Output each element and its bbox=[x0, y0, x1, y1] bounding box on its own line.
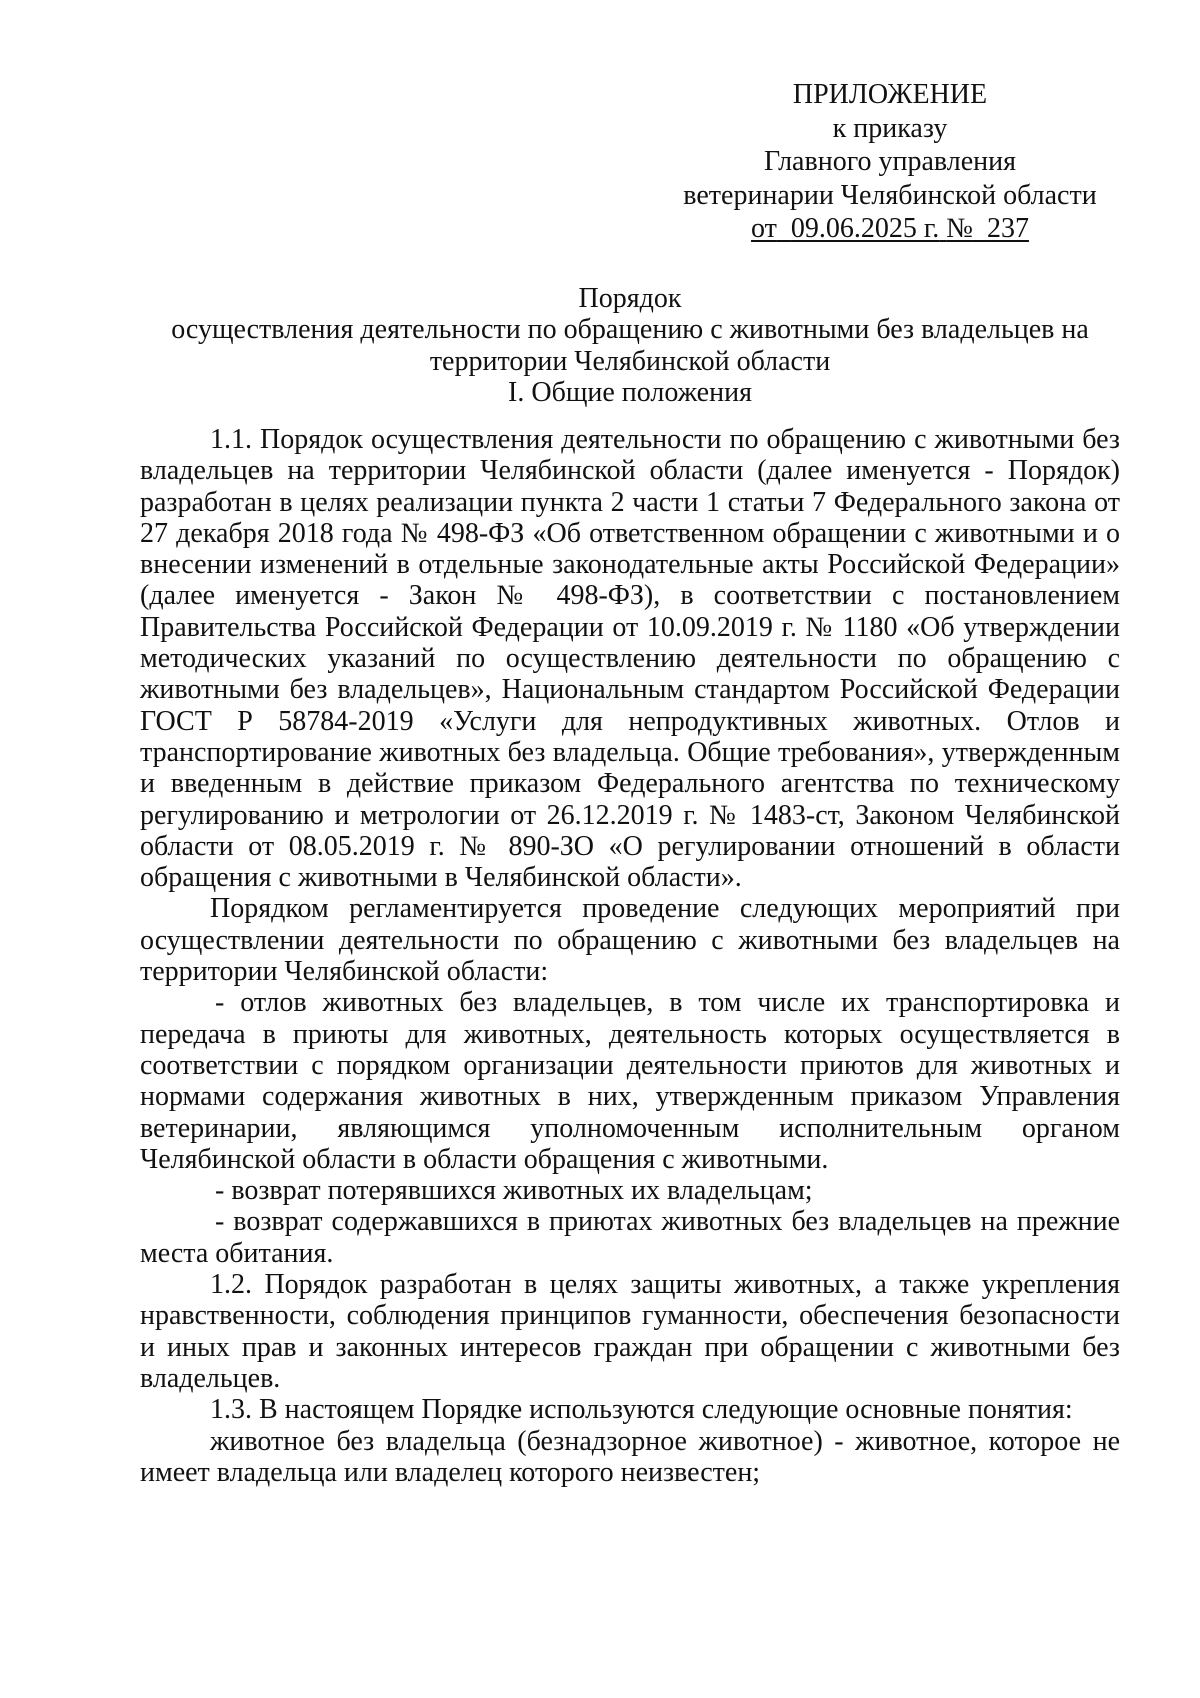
order-number-sign: № bbox=[946, 213, 973, 244]
paragraph-activities-intro: Порядком регламентируется проведение следующих мероприятий при осуществлении деятельности по обращению с животными без владельцев на территории Челябинской области: bbox=[140, 893, 1120, 988]
order-date: 09.06.2025 г. bbox=[790, 213, 940, 244]
appendix-order-number-line bbox=[640, 212, 1140, 246]
list-item-return-habitat: - возврат содержавшихся в приютах животных без владельцев на прежние места обитания. bbox=[140, 1206, 1120, 1269]
appendix-authority: Главного управления bbox=[764, 146, 1016, 177]
appendix-heading: ПРИЛОЖЕНИЕ bbox=[792, 79, 988, 110]
appendix-order-ref: к приказу bbox=[832, 112, 948, 144]
title-line-2: осуществления деятельности по обращению с животными без владельцев на bbox=[171, 314, 1089, 346]
paragraph-1-3: 1.3. В настоящем Порядке используются следующие основные понятия: bbox=[210, 1394, 1073, 1426]
section-heading: I. Общие положения bbox=[508, 376, 752, 408]
order-number: 237 bbox=[986, 213, 1029, 244]
title-line-3: территории Челябинской области bbox=[429, 345, 831, 377]
appendix-authority-region: ветеринарии Челябинской области bbox=[683, 179, 1097, 211]
appendix-header bbox=[640, 78, 1140, 246]
document-body bbox=[140, 424, 1120, 1488]
definition-stray-animal: животное без владельца (безнадзорное животное) - животное, которое не имеет владельца или владелец которого неизвестен; bbox=[140, 1425, 1120, 1488]
order-date-prefix: от bbox=[751, 213, 777, 244]
document-title bbox=[140, 283, 1120, 408]
list-item-return-owners: - возврат потерявшихся животных их владельцам; bbox=[215, 1175, 813, 1207]
paragraph-1-1: 1.1. Порядок осуществления деятельности по обращению с животными без владельцев на территории Челябинской области (далее именуется - Порядок) разработан в целях реализации пункта 2 части 1 статьи 7 Федерального закона от 27 декабря 2018 года № 498-ФЗ «Об ответственном обращении с животными и о внесении изменений в отдельные законодательные акты Российской Федерации» (далее именуется - Закон № 498-ФЗ), в соответствии с постановлением Правительства Российской Федерации от 10.09.2019 г. № 1180 «Об утверждении методических указаний по осуществлению деятельности по обращению с животными без владельцев», Национальным стандартом Российской Федерации ГОСТ Р 58784-2019 «Услуги для непродуктивных животных. Отлов и транспортирование животных без владельца. Общие требования», утвержденным и введенным в действие приказом Федерального агентства по техническому регулированию и метрологии от 26.12.2019 г. № 1483-ст, Законом Челябинской области от 08.05.2019 г. № 890-ЗО «О регулировании отношений в области обращения с животными в Челябинской области». bbox=[140, 424, 1120, 894]
list-item-capture: - отлов животных без владельцев, в том числе их транспортировка и передача в приюты для животных, деятельность которых осуществляется в соответствии с порядком организации деятельности приютов для животных и нормами содержания животных в них, утвержденным приказом Управления ветеринарии, являющимся уполномоченным исполнительным органом Челябинской области в области обращения с животными. bbox=[140, 987, 1120, 1175]
paragraph-1-2: 1.2. Порядок разработан в целях защиты животных, а также укрепления нравственности, соблюдения принципов гуманности, обеспечения безопасности и иных прав и законных интересов граждан при обращении с животными без владельцев. bbox=[140, 1269, 1120, 1394]
title-line-1: Порядок bbox=[578, 283, 682, 314]
